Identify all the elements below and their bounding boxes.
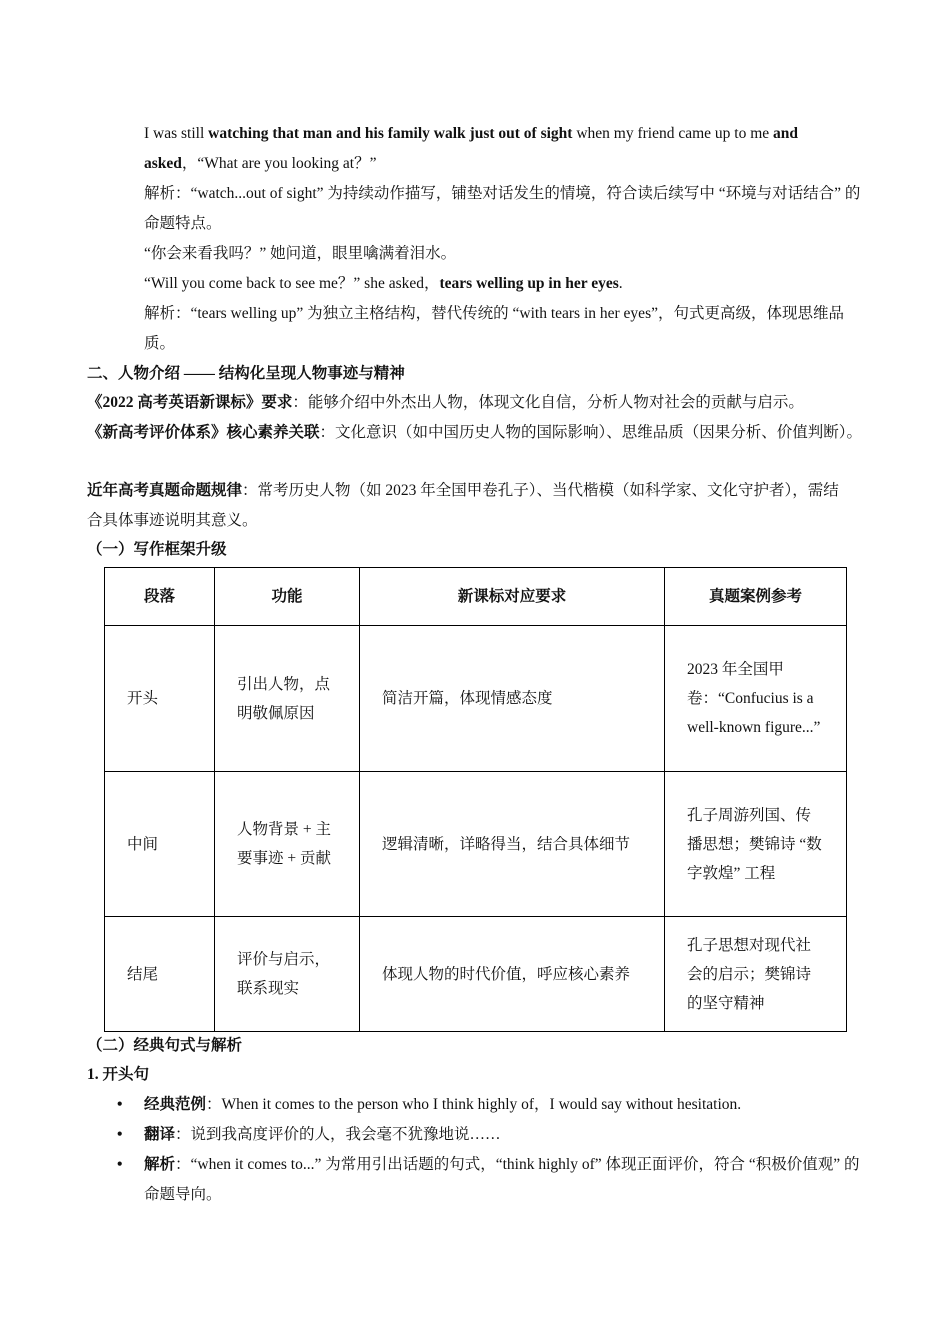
bold-run: watching that man and his family walk just out of sight xyxy=(208,125,573,142)
table-cell: 孔子思想对现代社会的启示；樊锦诗的坚守精神 xyxy=(665,917,847,1032)
table-cell: 简洁开篇，体现情感态度 xyxy=(360,626,665,772)
header-cell: 新课标对应要求 xyxy=(360,568,665,626)
list-item xyxy=(87,1120,867,1150)
text-run: ，“What are you looking at？” xyxy=(181,155,377,172)
table-row xyxy=(105,626,847,772)
text-run: ：常考历史人物（如 2023 年全国甲卷孔子）、当代楷模（如科学家、文化守护者），需结合具体事迹说明其意义。 xyxy=(87,482,839,529)
table-cell: 体现人物的时代价值，呼应核心素养 xyxy=(360,917,665,1032)
quote-chinese: “你会来看我吗？” 她问道，眼里噙满着泪水。 xyxy=(144,245,457,262)
subsection-2-title: （二）经典句式与解析 xyxy=(87,1037,243,1054)
table-cell: 逻辑清晰，详略得当，结合具体细节 xyxy=(360,772,665,917)
header-cell: 段落 xyxy=(105,568,215,626)
curriculum-requirement xyxy=(87,388,867,418)
core-competency xyxy=(87,418,867,448)
text-run: . xyxy=(618,275,623,292)
label: 《2022 高考英语新课标》要求 xyxy=(87,394,293,411)
table-cell: 人物背景 + 主要事迹 + 贡献 xyxy=(215,772,360,917)
table-cell: 评价与启示，联系现实 xyxy=(215,917,360,1032)
bullet-icon: • xyxy=(117,1096,123,1113)
analysis-note-2: 解析：“tears welling up” 为独立主格结构，替代传统的 “with tears in her eyes”，句式更高级，体现思维品质。 xyxy=(144,305,844,352)
text-run: ：文化意识（如中国历史人物的国际影响）、思维品质（因果分析、价值判断）。 xyxy=(319,424,863,441)
table-header-row xyxy=(105,568,847,626)
exam-pattern xyxy=(87,476,847,536)
table-cell: 引出人物，点明敬佩原因 xyxy=(215,626,360,772)
writing-framework-table xyxy=(104,567,847,1032)
text-run: ：能够介绍中外杰出人物，体现文化自信，分析人物对社会的贡献与启示。 xyxy=(292,394,804,411)
header-cell: 功能 xyxy=(215,568,360,626)
table-cell: 开头 xyxy=(105,626,215,772)
header-cell: 真题案例参考 xyxy=(665,568,847,626)
bold-run: tears welling up in her eyes xyxy=(439,275,619,292)
table-cell: 结尾 xyxy=(105,917,215,1032)
bold-run: and asked xyxy=(144,125,799,172)
table-row xyxy=(105,917,847,1032)
label: 翻译 xyxy=(144,1126,176,1143)
table-cell: 2023 年全国甲卷：“Confucius is a well-known figure...” xyxy=(665,626,847,772)
analysis-note-1: 解析：“watch...out of sight” 为持续动作描写，铺垫对话发生的情境，符合读后续写中 “环境与对话结合” 的命题特点。 xyxy=(144,185,861,232)
bullet-icon: • xyxy=(117,1156,123,1173)
quote-english xyxy=(144,269,866,299)
text-run: ：“when it comes to...” 为常用引出话题的句式，“think highly of” 体现正面评价，符合 “积极价值观” 的命题导向。 xyxy=(144,1156,860,1203)
list-item xyxy=(87,1150,867,1210)
text-run: when my friend came up to me xyxy=(572,125,774,142)
table-cell: 孔子周游列国、传播思想；樊锦诗 “数字敦煌” 工程 xyxy=(665,772,847,917)
label: 经典范例 xyxy=(144,1096,207,1113)
item-1-title: 1. 开头句 xyxy=(87,1066,150,1083)
section-2-title: 二、人物介绍 —— 结构化呈现人物事迹与精神 xyxy=(87,365,405,382)
text-run: I was still xyxy=(144,125,209,142)
bullet-list xyxy=(87,1090,867,1210)
example-sentence-1 xyxy=(144,119,866,179)
text-run: ：When it comes to the person who I think highly of，I would say without hesitation. xyxy=(206,1096,742,1113)
table-row xyxy=(105,772,847,917)
table-cell: 中间 xyxy=(105,772,215,917)
text-run: “Will you come back to see me？” she asked， xyxy=(144,275,440,292)
list-item xyxy=(87,1090,867,1120)
label: 解析 xyxy=(144,1156,176,1173)
bullet-icon: • xyxy=(117,1126,123,1143)
label: 近年高考真题命题规律 xyxy=(87,482,243,499)
subsection-1-title: （一）写作框架升级 xyxy=(87,541,227,558)
label: 《新高考评价体系》核心素养关联 xyxy=(87,424,320,441)
text-run: ：说到我高度评价的人，我会毫不犹豫地说…… xyxy=(175,1126,501,1143)
